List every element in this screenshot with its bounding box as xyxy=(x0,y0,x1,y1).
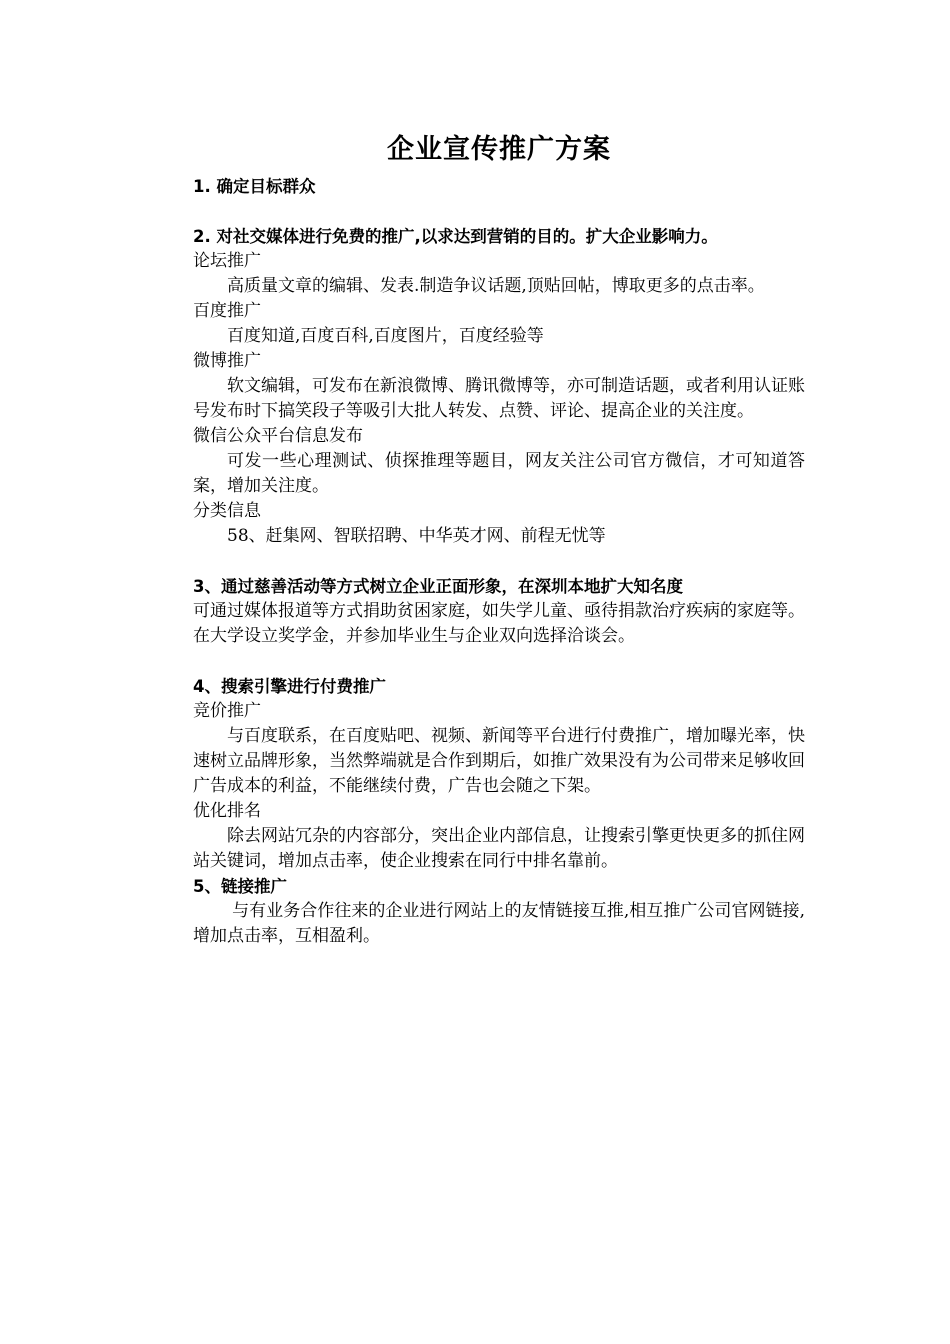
spacer xyxy=(193,649,805,674)
section-3-text-1: 可通过媒体报道等方式捐助贫困家庭，如失学儿童、亟待捐款治疗疾病的家庭等。 xyxy=(193,601,805,621)
spacer xyxy=(193,549,805,574)
seo-text: 除去网站冗杂的内容部分，突出企业内部信息，让搜索引擎更快更多的抓住网站关键词，增加点击率，使企业搜索在同行中排名靠前。 xyxy=(193,826,805,871)
baidu-label: 百度推广 xyxy=(193,301,261,321)
document-title: 企业宣传推广方案 xyxy=(387,134,611,165)
wechat-label: 微信公众平台信息发布 xyxy=(193,426,363,446)
forum-label: 论坛推广 xyxy=(193,251,261,271)
bidding-label: 竞价推广 xyxy=(193,701,261,721)
seo-label: 优化排名 xyxy=(193,801,261,821)
section-4-heading: 4、搜索引擎进行付费推广 xyxy=(193,677,386,696)
weibo-label: 微博推广 xyxy=(193,351,261,371)
baidu-text: 百度知道,百度百科,百度图片，百度经验等 xyxy=(227,326,544,346)
bidding-text: 与百度联系，在百度贴吧、视频、新闻等平台进行付费推广，增加曝光率，快速树立品牌形象，当然弊端就是合作到期后，如推广效果没有为公司带来足够收回广告成本的利益，不能继续付费，广告也会随之下架。 xyxy=(193,726,805,796)
forum-text: 高质量文章的编辑、发表.制造争议话题,顶贴回帖，博取更多的点击率。 xyxy=(227,276,765,296)
classified-text: 58、赶集网、智联招聘、中华英才网、前程无忧等 xyxy=(227,526,606,546)
section-1-heading: 1. 确定目标群众 xyxy=(193,177,316,196)
wechat-text: 可发一些心理测试、侦探推理等题目，网友关注公司官方微信，才可知道答案，增加关注度。 xyxy=(193,451,805,496)
section-5-heading: 5、链接推广 xyxy=(193,877,287,896)
section-2-heading: 2. 对社交媒体进行免费的推广,以求达到营销的目的。扩大企业影响力。 xyxy=(193,227,718,246)
section-3-text-2: 在大学设立奖学金，并参加毕业生与企业双向选择洽谈会。 xyxy=(193,626,635,646)
weibo-text: 软文编辑，可发布在新浪微博、腾讯微博等，亦可制造话题，或者利用认证账号发布时下搞笑段子等吸引大批人转发、点赞、评论、提高企业的关注度。 xyxy=(193,376,805,421)
section-3-heading: 3、通过慈善活动等方式树立企业正面形象，在深圳本地扩大知名度 xyxy=(193,577,683,596)
section-5-text: 与有业务合作往来的企业进行网站上的友情链接互推,相互推广公司官网链接,增加点击率，互相盈利。 xyxy=(193,901,805,946)
classified-label: 分类信息 xyxy=(193,501,261,521)
document-body xyxy=(193,130,805,949)
spacer xyxy=(193,199,805,224)
